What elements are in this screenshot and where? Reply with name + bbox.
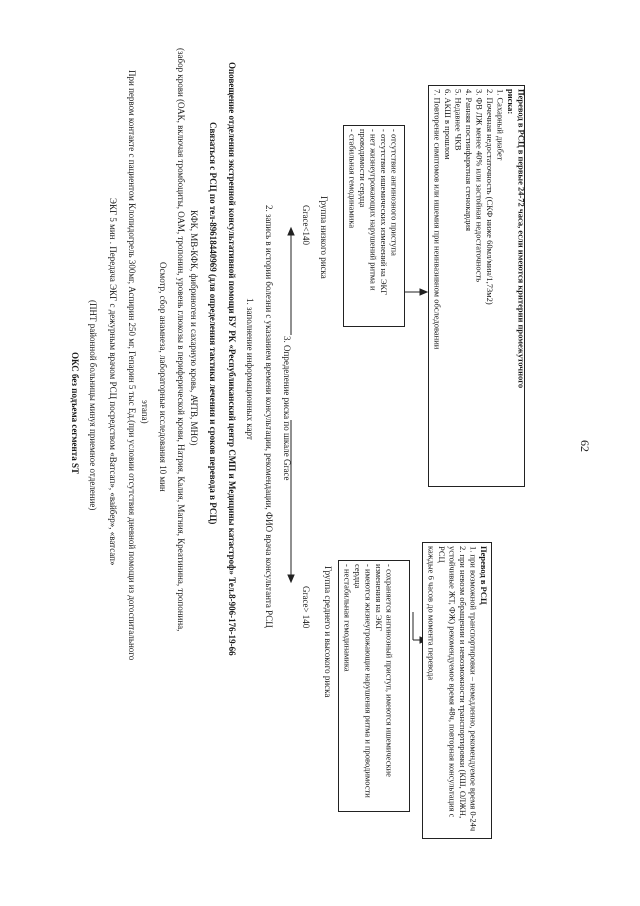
- transfer-criterion: 1. Сахарный диабет: [495, 89, 506, 161]
- low-risk-criteria-box: [343, 125, 405, 327]
- transfer-item: устойчивые ЖТ, ФЖ) рекомендуемое время 48ч, повторная консультация с РСЦ: [437, 546, 458, 818]
- criteria-line: - стабильная гемодинамика: [347, 129, 358, 229]
- transfer-intermediate-box: [428, 85, 525, 487]
- group-high-label: Группа среднего и высокого риска: [323, 566, 333, 698]
- group-low-label: Группа низкого риска: [319, 196, 329, 279]
- step-record: 2. запись в истории болезни с указанием времени консультации, рекомендации, ФИО врача консультанта РСЦ: [264, 205, 274, 628]
- transfer-intermediate-header: Перевод в РСЦ в первые 24-72 часа, если имеются критерии промежуточного: [516, 89, 527, 389]
- transfer-high-risk-box: [422, 542, 492, 839]
- transfer-intermediate-header-cont: риска:: [506, 89, 516, 115]
- transfer-item: 1. при возможной транспортировки – немедленно, рекомендуемое время 0-24ч: [468, 546, 479, 832]
- criteria-line: - нет жизнеугрожающих нарушений ритма и: [368, 129, 379, 291]
- step-blood-cont: КФК, МВ-КФК, фибриноген и сахарную кровь, АЧТВ, МНО): [189, 210, 199, 446]
- transfer-criterion: 5. Недавнее ЧКВ: [453, 89, 464, 151]
- step-grace: 3. Определение риска по шкале Grace: [282, 336, 292, 481]
- transfer-criterion: 6. АКШ в прошлом: [443, 89, 453, 160]
- grace-high-label: Grace> 140: [301, 586, 311, 629]
- step-contact-rsc: Связаться с РСЦ по тел-89618440969 (для определения тактики лечения и сроков перевода в РСЦ): [208, 122, 218, 525]
- transfer-high-header: Перевод в РСЦ: [479, 546, 489, 605]
- step-ekg: ЭКГ 5 мин . Передача ЭКГ с дежурным врачом РСЦ посредством «Ватсап», «вайбер», «ватсап»: [108, 198, 118, 566]
- page-number: 62: [578, 440, 592, 452]
- criteria-line: - имеются жизнеугрожающие нарушения ритма и проводимости: [363, 564, 374, 798]
- step-info-cards: 1. заполнение информационных карт: [245, 298, 255, 440]
- step-exam: Осмотр, сбор анамнеза, лабораторные исследования 10 мин: [158, 262, 168, 492]
- high-risk-criteria-box: [338, 560, 410, 812]
- criteria-line: - сохраняется ангинозный приступ, имеются ишемические: [384, 564, 395, 777]
- criteria-line: сердца: [353, 564, 363, 589]
- transfer-criterion: 7. Повторение симптомов или ишемия при неинвазивном обследовании: [432, 89, 443, 350]
- step-medication-cont: этапа): [140, 400, 150, 424]
- criteria-line: - отсутствие ангинозного приступа: [389, 129, 400, 256]
- step-blood: (забор крови (ОАК, включая тромбоциты, ОАМ, тропонин, уровень глюкозы в периферической крови, Натрия, Калия, Магния, Креатинина, тропонина,: [176, 48, 186, 632]
- doc-subtitle: (ПНТ районной больницы минуя приемное отделение): [88, 300, 98, 511]
- doc-title: ОКС без подъема сегмента ST: [70, 352, 80, 475]
- transfer-item: 2. при невозм обращении и невозможности транспортировки (КШ, ОЛЖН,: [458, 546, 468, 819]
- criteria-line: изменения на ЭКГ: [374, 564, 384, 632]
- transfer-criterion: 2. Почечная недостаточность (СКФ ниже 60мл/мин/1,73м2): [485, 89, 495, 305]
- transfer-item: каждые 6 часов до момента перевода: [426, 546, 437, 681]
- transfer-criterion: 3. ФВ ЛЖ менее 40% или застойная недостаточность: [474, 89, 485, 283]
- transfer-criterion: 4. Ранняя постинфарктная стенокардия: [464, 89, 474, 232]
- criteria-line: проводимости сердца: [358, 129, 368, 208]
- criteria-line: - нестабильная гемодинамика: [342, 564, 353, 672]
- grace-low-label: Grace<140: [301, 205, 311, 246]
- step-medication: При первом контакте с пациентом Клопидогрель 300мг, Аспирин 250 мг, Гепарин 5 тыс Ед.(при условии отсутствия дневной помощи из догоспитального: [127, 70, 137, 661]
- criteria-line: - отсутствие ишемических изменений на ЭКГ: [379, 129, 389, 296]
- step-notify: Оповещение отделения экстренной консультативной помощи БУ РК «Республиканский центр СМП и Медицины катастроф» Тел.8-906-176-19-66: [227, 62, 237, 656]
